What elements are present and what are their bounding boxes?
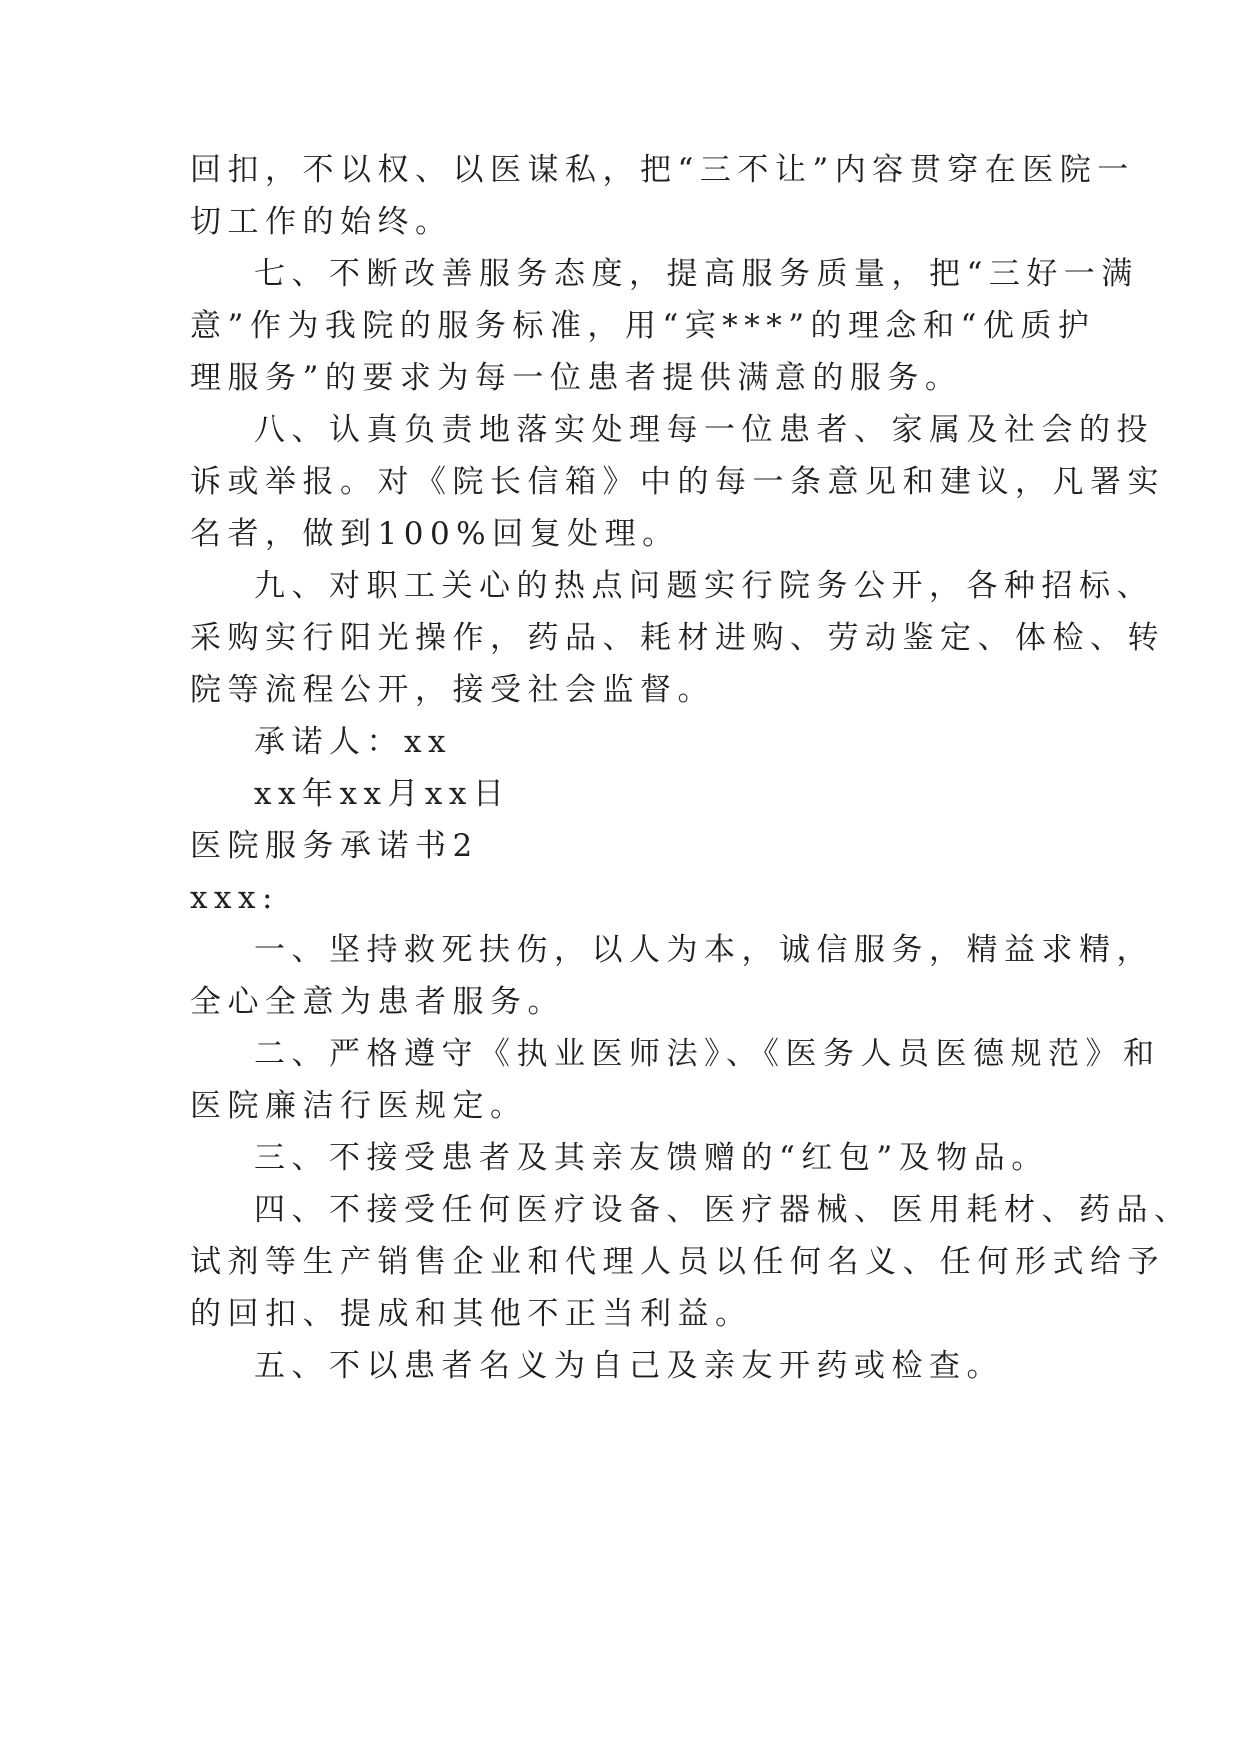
section-title: 医院服务承诺书2 [190,828,479,864]
salutation: xxx: [190,880,279,916]
text-line: 采购实行阳光操作，药品、耗材进购、劳动鉴定、体检、转 [190,620,1165,656]
text-line: 意”作为我院的服务标准，用“宾***”的理念和“优质护 [190,308,1096,344]
text-line: 试剂等生产销售企业和代理人员以任何名义、任何形式给予 [190,1244,1165,1280]
item-two-start: 二、严格遵守《执业医师法》、《医务人员医德规范》和 [254,1036,1161,1072]
text-line: 名者，做到100%回复处理。 [190,516,680,552]
text-line: 诉或举报。对《院长信箱》中的每一条意见和建议，凡署实 [190,464,1165,500]
item-one-start: 一、坚持救死扶伤，以人为本，诚信服务，精益求精， [254,932,1154,968]
text-line: 切工作的始终。 [190,204,453,240]
text-line: 回扣，不以权、以医谋私，把“三不让”内容贯穿在医院一 [190,152,1135,188]
paragraph-nine-start: 九、对职工关心的热点问题实行院务公开，各种招标、 [254,568,1154,604]
text-line: 全心全意为患者服务。 [190,984,565,1020]
item-three: 三、不接受患者及其亲友馈赠的“红包”及物品。 [254,1140,1049,1176]
paragraph-seven-start: 七、不断改善服务态度，提高服务质量，把“三好一满 [254,256,1139,292]
text-line: 医院廉洁行医规定。 [190,1088,528,1124]
promisor-line: 承诺人：xx [254,724,452,760]
item-four-start: 四、不接受任何医疗设备、医疗器械、医用耗材、药品、 [254,1192,1192,1228]
text-line: 理服务”的要求为每一位患者提供满意的服务。 [190,360,963,396]
text-line: 院等流程公开，接受社会监督。 [190,672,715,708]
item-five: 五、不以患者名义为自己及亲友开药或检查。 [254,1348,1004,1384]
date-line: xx年xx月xx日 [254,776,511,812]
paragraph-eight-start: 八、认真负责地落实处理每一位患者、家属及社会的投 [254,412,1154,448]
text-line: 的回扣、提成和其他不正当利益。 [190,1296,753,1332]
